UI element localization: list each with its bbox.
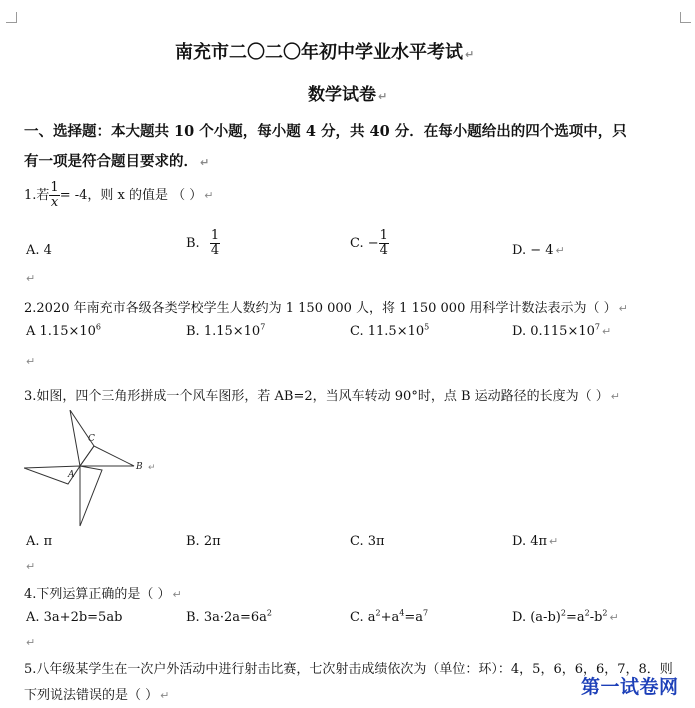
- q4-option-a: A. 3a+2b=5ab: [26, 610, 123, 625]
- question-3-text: 3.如图，四个三角形拼成一个风车图形，若 AB=2，当风车转动 90°时，点 B 运动路径的长度为（ ）: [24, 389, 609, 404]
- exponent: 6: [95, 322, 101, 332]
- section-heading-line1: 一、选择题：本大题共 10 个小题，每小题 4 分，共 40 分．在每小题给出的四个选项中，只: [24, 123, 627, 140]
- question-4: [24, 583, 182, 602]
- section-heading-line2: [24, 150, 209, 171]
- fraction-denominator: 4: [379, 243, 388, 258]
- option-text: +a: [380, 610, 400, 625]
- paragraph-mark: ↵: [160, 689, 170, 702]
- q1-option-b: [186, 229, 220, 258]
- option-text: C. 11.5×10: [350, 324, 425, 339]
- paragraph-mark: ↵: [609, 611, 619, 624]
- exponent: 2: [584, 608, 590, 618]
- q2-option-c: [350, 324, 429, 339]
- q1-option-a: A. 4: [26, 243, 52, 258]
- figure-label-a: A: [68, 470, 75, 480]
- empty-paragraph-mark: ↵: [26, 355, 36, 368]
- option-text: =a: [565, 610, 585, 625]
- option-text: -b: [589, 610, 603, 625]
- empty-paragraph-mark: ↵: [26, 636, 36, 649]
- page-corner-mark-right: [680, 12, 691, 23]
- option-label: C. −: [350, 236, 379, 251]
- option-text: C. a: [350, 610, 376, 625]
- exponent: 2: [375, 608, 381, 618]
- exponent: 7: [594, 322, 600, 332]
- exam-subtitle-text: 数学试卷: [308, 85, 376, 105]
- q3-option-a: A. π: [26, 534, 53, 549]
- exponent: 2: [560, 608, 566, 618]
- paragraph-mark: ↵: [555, 244, 565, 257]
- paragraph-mark: ↵: [610, 390, 620, 403]
- exponent: 5: [424, 322, 430, 332]
- paragraph-mark: ↵: [618, 302, 628, 315]
- exam-title-text: 南充市二〇二〇年初中学业水平考试: [175, 42, 463, 63]
- q4-option-c: [350, 610, 428, 625]
- question-1-prefix: 1.若: [24, 188, 50, 203]
- question-5-line2: [24, 684, 169, 703]
- exponent: 7: [260, 322, 266, 332]
- question-5-line1: 5.八年级某学生在一次户外活动中进行射击比赛，七次射击成绩依次为（单位：环）：4，5，6，6，6，7，8．则: [24, 662, 673, 677]
- question-3: [24, 385, 620, 404]
- option-text: B. 1.15×10: [186, 324, 261, 339]
- watermark-logo: 第一试卷网: [581, 676, 679, 698]
- option-text: =a: [404, 610, 423, 625]
- option-text: D. 0.115×10: [512, 324, 595, 339]
- option-text: B. 3a·2a=6a: [186, 610, 267, 625]
- exponent: 2: [602, 608, 608, 618]
- figure-label-c: C: [88, 434, 95, 444]
- fraction-denominator: 4: [210, 243, 220, 258]
- q2-option-a: [26, 324, 101, 339]
- windmill-triangle-right: [80, 446, 134, 466]
- paragraph-mark: ↵: [200, 156, 210, 169]
- q1-option-b-fraction: [210, 229, 220, 258]
- question-1-suffix: = -4，则 x 的值是 （ ）: [59, 188, 203, 203]
- fraction-numerator: 1: [379, 228, 388, 243]
- q4-option-d: [512, 610, 619, 625]
- q3-option-c: C. 3π: [350, 534, 385, 549]
- question-5-line2-text: 下列说法错误的是（ ）: [24, 688, 159, 703]
- paragraph-mark: ↵: [172, 588, 182, 601]
- option-text: D. 4π: [512, 534, 548, 549]
- question-2: [24, 297, 628, 316]
- paragraph-mark: ↵: [549, 535, 559, 548]
- option-text: D. (a-b): [512, 610, 561, 625]
- question-4-text: 4.下列运算正确的是（ ）: [24, 587, 171, 602]
- empty-paragraph-mark: ↵: [26, 560, 36, 573]
- paragraph-mark: ↵: [204, 189, 214, 202]
- q2-option-d: [512, 324, 611, 339]
- fraction-numerator: 1: [210, 228, 220, 243]
- paragraph-mark: ↵: [378, 90, 388, 103]
- paragraph-mark: ↵: [465, 48, 475, 61]
- q4-option-b: [186, 610, 272, 625]
- windmill-figure: [24, 410, 164, 530]
- exponent: 2: [266, 608, 273, 618]
- q1-option-c-fraction: [379, 229, 389, 258]
- q1-option-d: [512, 243, 565, 258]
- exam-title: [175, 38, 474, 64]
- question-2-text: 2.2020 年南充市各级各类学校学生人数约为 1 150 000 人，将 1 150 000 用科学计数法表示为（ ）: [24, 301, 617, 316]
- question-1-fraction: [49, 181, 59, 210]
- q1-option-c: [350, 229, 389, 258]
- option-label: B.: [186, 236, 200, 251]
- exponent: 4: [399, 608, 405, 618]
- fraction-denominator: x: [50, 195, 59, 210]
- option-text: D. − 4: [512, 243, 554, 258]
- fraction-numerator: 1: [50, 180, 59, 195]
- page-corner-mark-left: [6, 12, 17, 23]
- paragraph-mark: ↵: [148, 463, 156, 473]
- paragraph-mark: ↵: [601, 325, 612, 338]
- option-text: A 1.15×10: [26, 324, 96, 339]
- q3-option-b: B. 2π: [186, 534, 221, 549]
- question-1: [24, 181, 213, 210]
- empty-paragraph-mark: ↵: [26, 272, 36, 285]
- section-heading-line2-text: 有一项是符合题目要求的．: [24, 153, 198, 170]
- q3-option-d: [512, 534, 558, 549]
- windmill-triangle-bottom: [80, 466, 102, 526]
- exam-subtitle: [308, 80, 387, 105]
- q2-option-b: [186, 324, 265, 339]
- figure-label-b: B: [136, 462, 143, 472]
- exponent: 7: [423, 608, 429, 618]
